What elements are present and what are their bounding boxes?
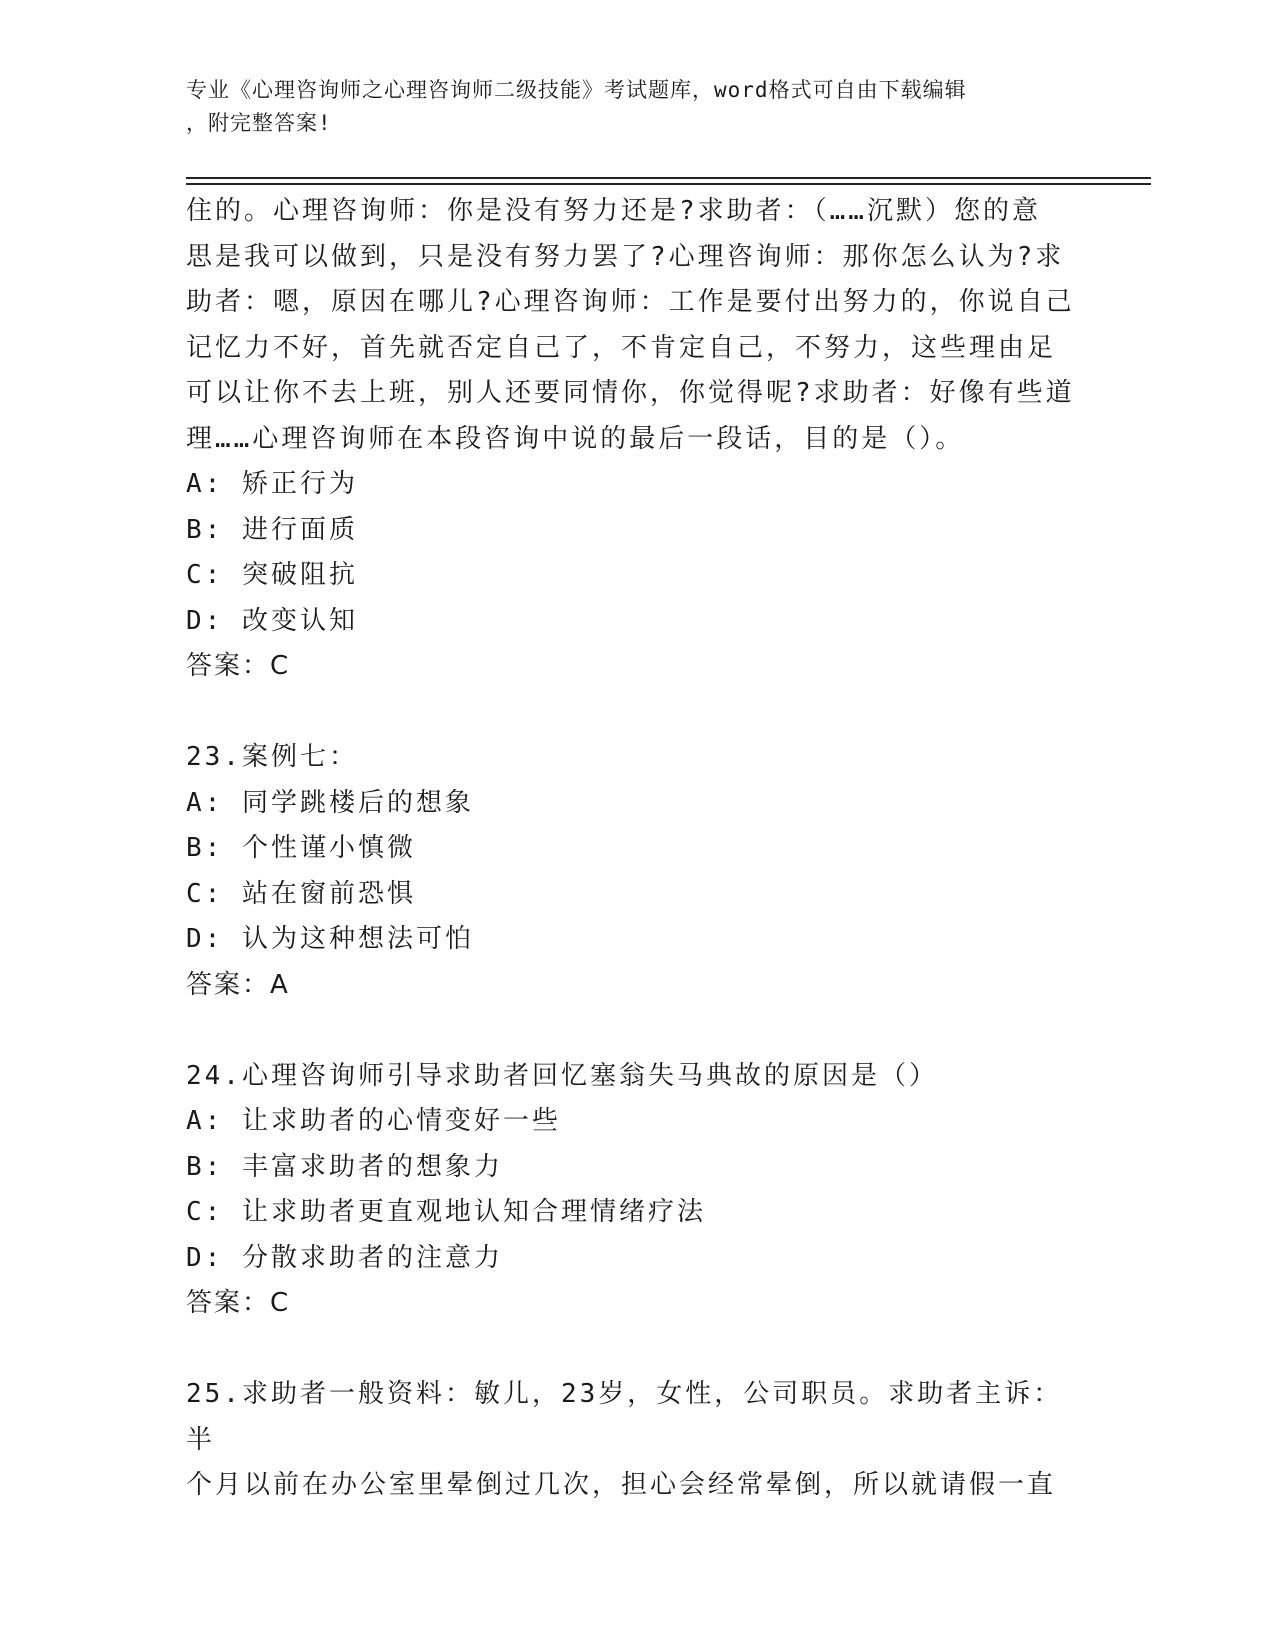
question-23-option-d: D: 认为这种想法可怕 bbox=[186, 924, 474, 954]
question-23-option-c: C: 站在窗前恐惧 bbox=[186, 878, 416, 909]
spacer bbox=[186, 690, 1091, 736]
header-line-2: ，附完整答案! bbox=[186, 111, 332, 135]
question-23 bbox=[186, 735, 1091, 1008]
header-line-1: 专业《心理咨询师之心理咨询师二级技能》考试题库，word格式可自由下载编辑 bbox=[186, 78, 967, 102]
question-24-answer: 答案：C bbox=[186, 1288, 291, 1318]
question-22-option-b: B: 进行面质 bbox=[186, 514, 358, 545]
question-24-option-c: C: 让求助者更直观地认知合理情绪疗法 bbox=[186, 1197, 706, 1227]
question-22-option-d: D: 改变认知 bbox=[186, 605, 358, 636]
question-25-stem-line: 25.求助者一般资料：敏儿，23岁，女性，公司职员。求助者主诉：半 bbox=[186, 1379, 1063, 1455]
question-22-stem-line: 思是我可以做到，只是没有努力罢了?心理咨询师：那你怎么认为?求 bbox=[186, 241, 1065, 272]
question-23-answer: 答案：A bbox=[186, 969, 290, 1000]
question-22-stem-line: 住的。心理咨询师：你是没有努力还是?求助者：（……沉默）您的意 bbox=[186, 196, 1041, 226]
question-23-stem: 23.案例七： bbox=[186, 742, 358, 772]
header-divider-bottom bbox=[186, 183, 1151, 185]
question-24 bbox=[186, 1054, 1091, 1327]
document-header bbox=[186, 74, 1066, 140]
question-22-stem-line: 记忆力不好，首先就否定自己了，不肯定自己，不努力，这些理由足 bbox=[186, 332, 1057, 363]
question-25-stem-line: 个月以前在办公室里晕倒过几次，担心会经常晕倒，所以就请假一直 bbox=[186, 1470, 1057, 1500]
header-divider-top bbox=[186, 177, 1151, 179]
question-22-stem-line: 可以让你不去上班，别人还要同情你，你觉得呢?求助者：好像有些道 bbox=[186, 378, 1075, 408]
question-24-option-a: A: 让求助者的心情变好一些 bbox=[186, 1106, 561, 1136]
question-23-option-b: B: 个性谨小慎微 bbox=[186, 833, 416, 863]
question-22-answer: 答案：C bbox=[186, 651, 291, 681]
question-22-option-a: A: 矫正行为 bbox=[186, 469, 358, 499]
question-22-option-c: C: 突破阻抗 bbox=[186, 560, 358, 590]
spacer bbox=[186, 1008, 1091, 1054]
question-24-stem: 24.心理咨询师引导求助者回忆塞翁失马典故的原因是（） bbox=[186, 1060, 938, 1091]
spacer bbox=[186, 1327, 1091, 1373]
question-22 bbox=[186, 189, 1091, 690]
question-22-stem-line: 助者：嗯，原因在哪儿?心理咨询师：工作是要付出努力的，你说自己 bbox=[186, 287, 1075, 317]
question-25 bbox=[186, 1372, 1091, 1509]
question-23-option-a: A: 同学跳楼后的想象 bbox=[186, 787, 474, 818]
question-24-option-d: D: 分散求助者的注意力 bbox=[186, 1242, 503, 1273]
document-body bbox=[186, 189, 1091, 1509]
question-24-option-b: B: 丰富求助者的想象力 bbox=[186, 1151, 503, 1182]
question-22-stem-line: 理……心理咨询师在本段咨询中说的最后一段话，目的是（）。 bbox=[186, 423, 965, 454]
